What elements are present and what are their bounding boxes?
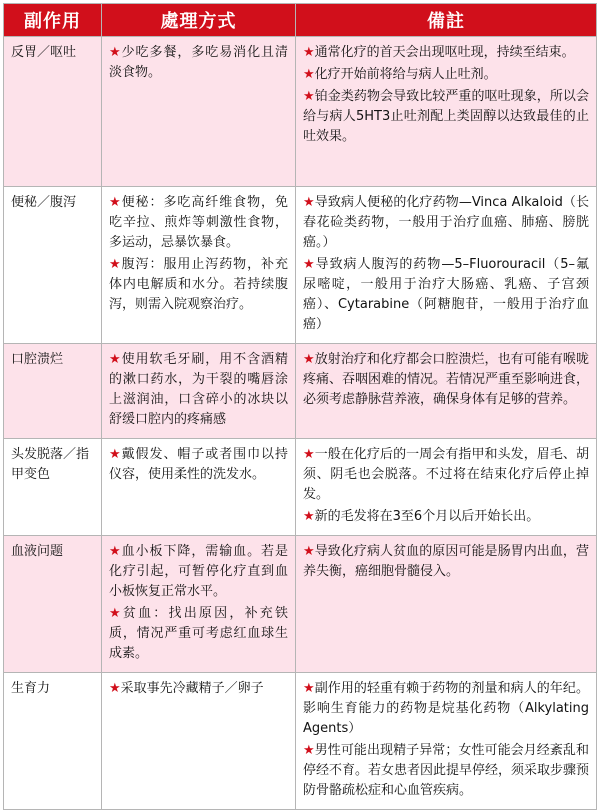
treatment-item [109,604,288,664]
treatment-text: 少吃多餐，多吃易消化且清淡食物。 [109,45,288,80]
star-icon: ★ [109,352,122,367]
note-text: 导致化疗病人贫血的原因可能是肠胃内出血，营养失衡，癌细胞骨髓侵入。 [303,544,589,579]
table-header-row [4,4,597,37]
treatment-text: 腹泻：服用止泻药物，补充体内电解质和水分。若持续腹泻，则需入院观察治疗。 [109,257,288,312]
table-row [4,673,597,810]
star-icon: ★ [109,447,122,462]
note-item [303,350,589,410]
header-treatment: 處理方式 [102,4,296,37]
side-effects-table [3,3,597,810]
treatment-text: 便秘：多吃高纤维食物，免吃辛拉、煎炸等刺激性食物，多运动，忌暴饮暴食。 [109,195,288,250]
treatment-item [109,350,288,430]
table-row [4,37,597,187]
note-item [303,679,589,739]
table-row [4,536,597,673]
star-icon: ★ [109,45,122,60]
table-row [4,344,597,439]
star-icon: ★ [303,67,315,82]
note-text: 化疗开始前将给与病人止吐剂。 [314,67,497,82]
treatment-text: 使用软毛牙刷，用不含酒精的漱口药水，为干裂的嘴唇涂上滋润油，口含碎小的冰块以舒缓口腔内的疼痛感 [109,352,288,427]
treatment-item [109,445,288,485]
treatment-cell [102,536,296,673]
treatment-cell [102,673,296,810]
star-icon: ★ [303,89,315,104]
note-item [303,87,589,147]
note-text: 铂金类药物会导致比较严重的呕吐现象，所以会给与病人5HT3止吐剂配上类固醇以达致最佳的止吐效果。 [303,89,589,144]
side-effect-cell: 头发脱落／指甲变色 [4,439,102,536]
treatment-item [109,43,288,83]
star-icon: ★ [109,544,122,559]
treatment-item [109,542,288,602]
table-row [4,187,597,344]
star-icon: ★ [303,45,315,60]
treatment-cell [102,439,296,536]
treatment-item [109,255,288,315]
note-item [303,255,589,335]
star-icon: ★ [303,743,315,758]
star-icon: ★ [109,257,122,272]
treatment-text: 采取事先冷藏精子／卵子 [120,681,264,696]
note-item [303,741,589,801]
star-icon: ★ [303,447,315,462]
note-item [303,43,589,63]
star-icon: ★ [303,681,315,696]
star-icon: ★ [109,606,123,621]
note-text: 导致病人腹泻的药物—5–Fluorouracil（5–氟尿嘧啶，一般用于治疗大肠癌、乳癌、子宫颈癌）、Cytarabine（阿糖胞苷，一般用于治疗血癌） [303,257,589,332]
side-effect-cell: 反胃／呕吐 [4,37,102,187]
side-effect-cell: 血液问题 [4,536,102,673]
star-icon: ★ [303,544,315,559]
star-icon: ★ [109,195,122,210]
star-icon: ★ [303,509,315,524]
side-effect-cell: 生育力 [4,673,102,810]
notes-cell [296,439,597,536]
note-item [303,542,589,582]
side-effect-cell: 口腔溃烂 [4,344,102,439]
treatment-text: 血小板下降，需输血。若是化疗引起，可暂停化疗直到血小板恢复正常水平。 [109,544,288,599]
header-side-effect: 副作用 [4,4,102,37]
notes-cell [296,344,597,439]
table-row [4,439,597,536]
notes-cell [296,536,597,673]
note-text: 副作用的轻重有赖于药物的剂量和病人的年纪。影响生育能力的药物是烷基化药物（Alkylating Agents） [303,681,589,736]
note-text: 男性可能出现精子异常；女性可能会月经紊乱和停经不育。若女患者因此提早停经，须采取步骤预防骨骼疏松症和心血管疾病。 [303,743,590,798]
note-item [303,65,589,85]
treatment-text: 戴假发、帽子或者围巾以持仪容，使用柔性的洗发水。 [109,447,288,482]
side-effect-cell: 便秘／腹泻 [4,187,102,344]
notes-cell [296,37,597,187]
treatment-item [109,193,288,253]
note-item [303,507,589,527]
header-notes: 備註 [296,4,597,37]
note-text: 通常化疗的首天会出现呕吐现，持续至结束。 [314,45,575,60]
note-text: 新的毛发将在3至6个月以后开始长出。 [314,509,540,524]
treatment-item [109,679,288,699]
treatment-cell [102,187,296,344]
treatment-cell [102,37,296,187]
note-item [303,193,589,253]
note-text: 一般在化疗后的一周会有指甲和头发，眉毛、胡须、阴毛也会脱落。不过将在结束化疗后停止掉发。 [303,447,589,502]
treatment-cell [102,344,296,439]
note-text: 导致病人便秘的化疗药物—Vinca Alkaloid（长春花硷类药物，一般用于治疗血癌、肺癌、膀胱癌。） [303,195,590,250]
star-icon: ★ [303,257,316,272]
note-item [303,445,589,505]
star-icon: ★ [109,681,121,696]
star-icon: ★ [303,195,315,210]
star-icon: ★ [303,352,315,367]
notes-cell [296,187,597,344]
table-body [4,37,597,810]
notes-cell [296,673,597,810]
note-text: 放射治疗和化疗都会口腔溃烂，也有可能有喉咙疼痛、吞咽困难的情况。若情况严重至影响进食，必须考虑静脉营养液，确保身体有足够的营养。 [303,352,590,407]
treatment-text: 贫血：找出原因，补充铁质，情况严重可考虑红血球生成素。 [109,606,288,661]
